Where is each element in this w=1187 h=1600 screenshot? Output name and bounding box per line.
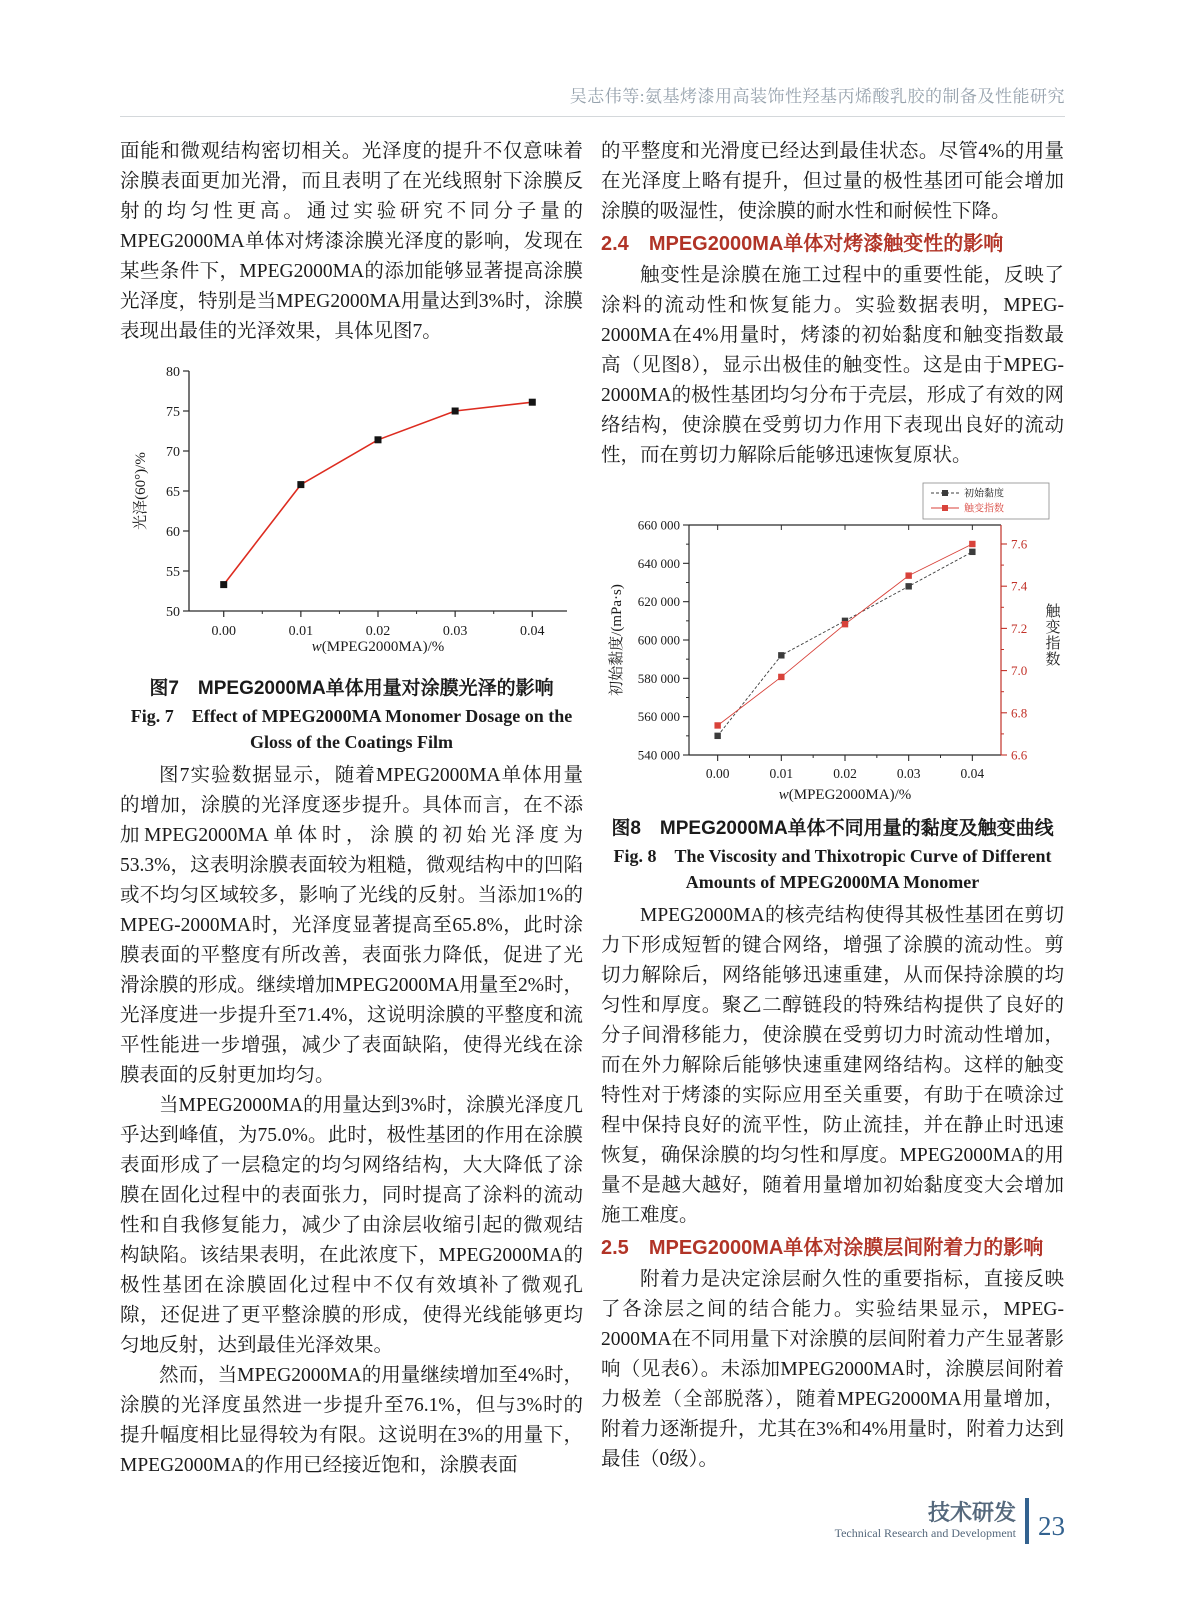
svg-text:0.04: 0.04 <box>960 766 985 781</box>
svg-text:w(MPEG2000MA)/%: w(MPEG2000MA)/% <box>311 639 444 655</box>
section-number: 2.4 <box>601 233 629 255</box>
fig7-chart <box>123 355 581 673</box>
svg-text:0.00: 0.00 <box>705 766 730 781</box>
svg-text:560 000: 560 000 <box>637 709 680 725</box>
svg-text:0.03: 0.03 <box>896 766 921 781</box>
section-number: 2.5 <box>601 1237 629 1259</box>
paragraph: 触变性是涂膜在施工过程中的重要性能，反映了涂料的流动性和恢复能力。实验数据表明，MPEG-2000MA在4%用量时，烤漆的初始黏度和触变指数最高（见图8），显示出极佳的触变性。这是由于MPEG-2000MA的极性基团均匀分布于壳层，形成了有效的网络结构，使涂膜在受剪切力作用下表现出良好的流动性，而在剪切力解除后能够迅速恢复原状。 <box>601 265 1064 466</box>
svg-text:580 000: 580 000 <box>637 670 680 686</box>
svg-text:0.03: 0.03 <box>442 624 467 639</box>
section-heading-2-5 <box>601 1231 1064 1265</box>
svg-text:0.02: 0.02 <box>833 766 857 781</box>
svg-text:7.4: 7.4 <box>1011 578 1028 594</box>
paragraph: 的平整度和光滑度已经达到最佳状态。尽管4%的用量在光泽度上略有提升，但过量的极性基团可能会增加涂膜的吸湿性，使涂膜的耐水性和耐候性下降。 <box>601 141 1064 222</box>
fig8-caption-zh: 图8 MPEG2000MA单体不同用量的黏度及触变曲线 <box>611 818 1054 839</box>
svg-text:640 000: 640 000 <box>637 555 680 571</box>
svg-text:0.01: 0.01 <box>769 766 794 781</box>
svg-text:620 000: 620 000 <box>637 594 680 610</box>
svg-text:7.2: 7.2 <box>1011 620 1028 636</box>
svg-text:7.6: 7.6 <box>1011 536 1028 552</box>
footer-divider <box>1025 1498 1029 1544</box>
section-title: MPEG2000MA单体对涂膜层间附着力的影响 <box>648 1237 1044 1259</box>
paragraph: MPEG2000MA的核壳结构使得其极性基团在剪切力下形成短暂的键合网络，增强了涂膜的流动性。剪切力解除后，网络能够迅速重建，从而保持涂膜的均匀性和厚度。聚乙二醇链段的特殊结构提供了良好的分子间滑移能力，使涂膜在受剪切力时流动性增加，而在外力解除后能够快速重建网络结构。这样的触变特性对于烤漆的实际应用至关重要，有助于在喷涂过程中保持良好的流平性，防止流挂，并在静止时迅速恢复，确保涂膜的均匀性和厚度。MPEG2000MA的用量不是越大越好，随着用量增加初始黏度变大会增加施工难度。 <box>601 905 1064 1226</box>
page-number: 23 <box>1038 1510 1065 1541</box>
svg-text:75: 75 <box>165 405 180 420</box>
running-head: 吴志伟等:氨基烤漆用高装饰性羟基丙烯酸乳胶的制备及性能研究 <box>120 82 1065 117</box>
svg-text:0.02: 0.02 <box>365 624 390 639</box>
svg-text:65: 65 <box>165 485 180 500</box>
svg-text:w(MPEG2000MA)/%: w(MPEG2000MA)/% <box>778 787 912 803</box>
figure-7 <box>120 355 583 755</box>
svg-text:7.0: 7.0 <box>1011 663 1028 679</box>
svg-text:光泽(60°)/%: 光泽(60°)/% <box>132 452 149 530</box>
svg-text:600 000: 600 000 <box>637 632 680 648</box>
svg-text:540 000: 540 000 <box>637 747 680 763</box>
svg-text:6.6: 6.6 <box>1011 747 1028 763</box>
svg-text:触变指数: 触变指数 <box>964 503 1004 515</box>
page-footer <box>835 1498 1065 1544</box>
fig7-caption-zh: 图7 MPEG2000MA单体用量对涂膜光泽的影响 <box>149 678 554 699</box>
svg-text:0.04: 0.04 <box>519 624 545 639</box>
svg-text:60: 60 <box>165 525 180 540</box>
paragraph: 面能和微观结构密切相关。光泽度的提升不仅意味着涂膜表面更加光滑，而且表明了在光线照射下涂膜反射的均匀性更高。通过实验研究不同分子量的MPEG2000MA单体对烤漆涂膜光泽度的影响，发现在某些条件下，MPEG2000MA的添加能够显著提高涂膜光泽度，特别是当MPEG2000MA用量达到3%时，涂膜表现出最佳的光泽效果，具体见图7。 <box>120 141 583 342</box>
right-column <box>601 137 1064 1481</box>
svg-text:6.8: 6.8 <box>1011 705 1028 721</box>
svg-text:触变指数: 触变指数 <box>1045 604 1061 668</box>
footer-section-en: Technical Research and Development <box>834 1526 1016 1540</box>
fig8-caption-en: Fig. 8 The Viscosity and Thixotropic Curve of Different Amounts of MPEG2000MA Monomer <box>613 846 1052 892</box>
svg-text:0.01: 0.01 <box>288 624 313 639</box>
paragraph: 附着力是决定涂层耐久性的重要指标，直接反映了各涂层之间的结合能力。实验结果显示，MPEG-2000MA在不同用量下对涂膜的层间附着力产生显著影响（见表6）。未添加MPEG2000MA时，涂膜层间附着力极差（全部脱落），随着MPEG2000MA用量增加，附着力逐渐提升，尤其在3%和4%用量时，附着力达到最佳（0级）。 <box>601 1269 1064 1470</box>
section-title: MPEG2000MA单体对烤漆触变性的影响 <box>648 233 1004 255</box>
figure-8 <box>601 479 1064 895</box>
svg-text:0.00: 0.00 <box>210 624 236 639</box>
paragraph: 图7实验数据显示，随着MPEG2000MA单体用量的增加，涂膜的光泽度逐步提升。具体而言，在不添加MPEG2000MA单体时，涂膜的初始光泽度为53.3%，这表明涂膜表面较为粗糙，微观结构中的凹陷或不均匀区域较多，影响了光线的反射。当添加1%的MPEG-2000MA时，光泽度显著提高至65.8%，此时涂膜表面的平整度有所改善，表面张力降低，促进了光滑涂膜的形成。继续增加MPEG2000MA用量至2%时，光泽度进一步提升至71.4%，这说明涂膜的平整度和流平性能进一步增强，减少了表面缺陷，使得光线在涂膜表面的反射更加均匀。 <box>120 765 583 1086</box>
svg-text:660 000: 660 000 <box>637 517 680 533</box>
footer-section-zh: 技术研发 <box>927 1500 1016 1525</box>
fig7-caption-en: Fig. 7 Effect of MPEG2000MA Monomer Dosage on the Gloss of the Coatings Film <box>130 706 573 752</box>
svg-text:70: 70 <box>165 445 180 460</box>
left-column <box>120 137 583 1481</box>
svg-text:80: 80 <box>165 365 180 380</box>
paragraph: 当MPEG2000MA的用量达到3%时，涂膜光泽度几乎达到峰值，为75.0%。此时，极性基团的作用在涂膜表面形成了一层稳定的均匀网络结构，大大降低了涂膜在固化过程中的表面张力，同时提高了涂料的流动性和自我修复能力，减少了由涂层收缩引起的微观结构缺陷。该结果表明，在此浓度下，MPEG2000MA的极性基团在涂膜固化过程中不仅有效填补了微观孔隙，还促进了更平整涂膜的形成，使得光线能够更均匀地反射，达到最佳光泽效果。 <box>120 1095 583 1356</box>
svg-text:50: 50 <box>165 605 180 620</box>
section-heading-2-4 <box>601 227 1064 261</box>
fig8-chart <box>601 479 1071 813</box>
two-column-body <box>120 137 1065 1481</box>
paragraph: 然而，当MPEG2000MA的用量继续增加至4%时，涂膜的光泽度虽然进一步提升至76.1%，但与3%时的提升幅度相比显得较为有限。这说明在3%的用量下，MPEG2000MA的作用已经接近饱和，涂膜表面 <box>120 1365 583 1476</box>
footer-section <box>835 1501 1016 1541</box>
svg-text:初始黏度/(mPa·s): 初始黏度/(mPa·s) <box>609 584 625 696</box>
svg-text:初始黏度: 初始黏度 <box>964 488 1004 500</box>
svg-text:55: 55 <box>165 565 180 580</box>
